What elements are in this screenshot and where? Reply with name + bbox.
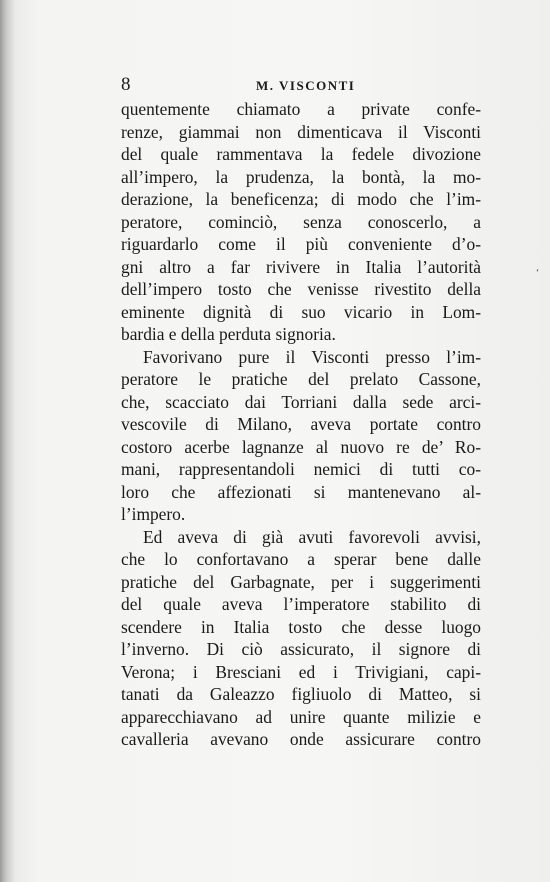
text-line: vescovile di Milano, aveva portate contro: [121, 414, 481, 434]
text-line: mani, rappresentandoli nemici di tutti co-: [121, 459, 481, 479]
text-line: quentemente chiamato a private confe-: [121, 99, 481, 119]
text-line: derazione, la beneficenza; di modo che l’im-: [121, 189, 481, 209]
text-line: bardia e della perduta signoria.: [121, 324, 336, 344]
text-line: gni altro a far rivivere in Italia l’autorità: [121, 256, 481, 277]
text-line: peratore le pratiche del prelato Cassone,: [121, 369, 481, 389]
text-line: che lo confortavano a sperar bene dalle: [121, 549, 481, 569]
text-line: costoro acerbe lagnanze al nuovo re de’ Ro-: [121, 436, 481, 457]
body-text: [121, 98, 481, 751]
page-gutter: [0, 0, 14, 882]
text-line: all’impero, la prudenza, la bontà, la mo-: [121, 166, 481, 187]
text-line: riguardarlo come il più conveniente d’o-: [121, 234, 481, 254]
text-line: loro che affezionati si mantenevano al-: [121, 481, 481, 502]
paragraph-start-line: Favorivano pure il Visconti presso l’im-: [143, 346, 481, 367]
text-line: tanati da Galeazzo figliuolo di Matteo, si: [121, 684, 481, 704]
text-line: pratiche del Garbagnate, per i suggerimenti: [121, 571, 481, 592]
text-line: renze, giammai non dimenticava il Visconti: [121, 121, 481, 142]
margin-mark: ‘: [536, 268, 540, 279]
text-line: cavalleria avevano onde assicurare contro: [121, 729, 481, 749]
text-line: eminente dignità di suo vicario in Lom-: [121, 301, 481, 322]
text-line: scendere in Italia tosto che desse luogo: [121, 616, 481, 637]
paragraph-start-line: Ed aveva di già avuti favorevoli avvisi,: [143, 526, 481, 547]
text-line: l’impero.: [121, 504, 186, 524]
text-line: Verona; i Bresciani ed i Trivigiani, capi-: [121, 661, 481, 682]
text-line: peratore, cominciò, senza conoscerlo, a: [121, 211, 481, 232]
text-line: l’inverno. Di ciò assicurato, il signore di: [121, 639, 481, 659]
text-line: del quale aveva l’imperatore stabilito di: [121, 594, 481, 614]
running-head: M. VISCONTI: [256, 78, 356, 93]
page-number: 8: [121, 74, 131, 95]
text-line: del quale rammentava la fedele divozione: [121, 144, 481, 164]
text-line: che, scacciato dai Torriani dalla sede arci-: [121, 391, 481, 412]
page-header: [121, 74, 483, 96]
text-line: dell’impero tosto che venisse rivestito della: [121, 279, 481, 299]
text-line: apparecchiavano ad unire quante milizie e: [121, 706, 481, 727]
